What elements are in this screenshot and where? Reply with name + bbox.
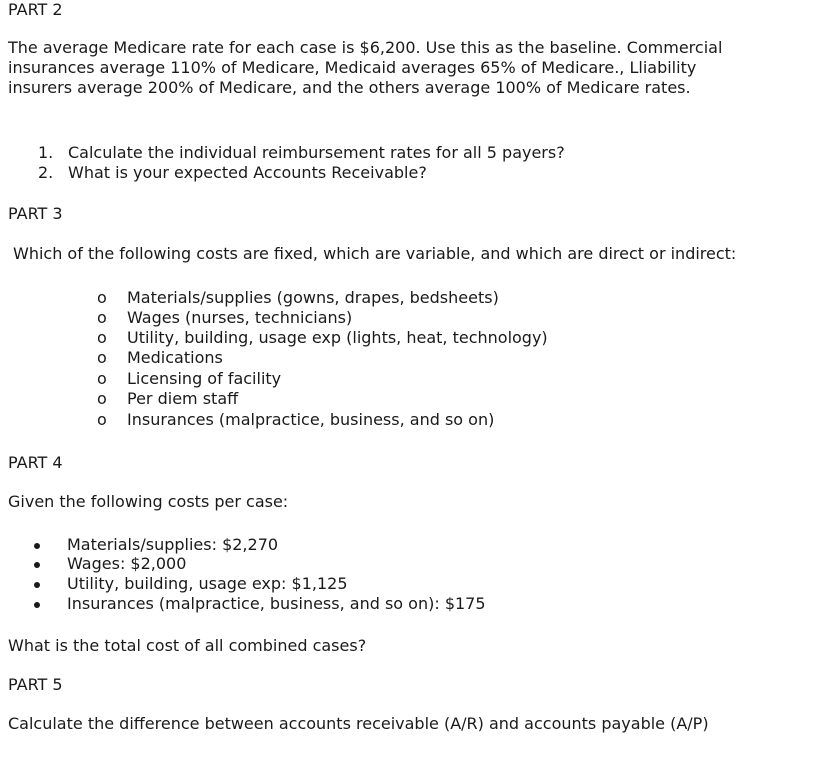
list-item: Insurances (malpractice, business, and so on) bbox=[127, 410, 495, 429]
part2-paragraph-line-3: insurers average 200% of Medicare, and the others average 100% of Medicare rates. bbox=[8, 78, 691, 97]
bullet-dot-icon bbox=[34, 535, 40, 555]
question-text: Calculate the individual reimbursement rates for all 5 payers? bbox=[68, 143, 565, 162]
list-item: Materials/supplies (gowns, drapes, bedsheets) bbox=[127, 288, 499, 307]
question-text: What is your expected Accounts Receivable? bbox=[68, 163, 427, 182]
part5-prompt: Calculate the difference between accounts receivable (A/R) and accounts payable (A/P) bbox=[8, 714, 709, 733]
list-item: Wages: $2,000 bbox=[67, 554, 187, 573]
list-item: Materials/supplies: $2,270 bbox=[67, 535, 279, 554]
list-bullet: o bbox=[97, 389, 107, 408]
list-bullet: o bbox=[97, 328, 107, 347]
list-item: Medications bbox=[127, 348, 223, 367]
part4-heading: PART 4 bbox=[8, 453, 63, 472]
part4-question: What is the total cost of all combined cases? bbox=[8, 636, 367, 655]
question-number: 1. bbox=[38, 143, 54, 162]
part2-question-2 bbox=[38, 163, 427, 183]
list-bullet: o bbox=[97, 308, 107, 327]
part3-prompt: Which of the following costs are fixed, which are variable, and which are direct or indirect: bbox=[13, 244, 737, 263]
list-item: Per diem staff bbox=[127, 389, 239, 408]
question-number: 2. bbox=[38, 163, 54, 182]
list-bullet: o bbox=[97, 410, 107, 429]
part5-heading: PART 5 bbox=[8, 675, 63, 694]
list-item: Wages (nurses, technicians) bbox=[127, 308, 353, 327]
list-item: Utility, building, usage exp (lights, heat, technology) bbox=[127, 328, 548, 347]
bullet-dot-icon bbox=[34, 594, 40, 614]
part2-paragraph-line-2: insurances average 110% of Medicare, Medicaid averages 65% of Medicare., Lliability bbox=[8, 58, 697, 77]
part4-prompt: Given the following costs per case: bbox=[8, 492, 289, 511]
part3-heading: PART 3 bbox=[8, 204, 63, 223]
list-item: Licensing of facility bbox=[127, 369, 282, 388]
bullet-dot-icon bbox=[34, 554, 40, 574]
part2-question-1 bbox=[38, 143, 565, 163]
part2-heading: PART 2 bbox=[8, 0, 63, 19]
list-bullet: o bbox=[97, 369, 107, 388]
part2-paragraph-line-1: The average Medicare rate for each case is $6,200. Use this as the baseline. Commercial bbox=[8, 38, 723, 57]
bullet-dot-icon bbox=[34, 574, 40, 594]
list-bullet: o bbox=[97, 348, 107, 367]
list-bullet: o bbox=[97, 288, 107, 307]
list-item: Utility, building, usage exp: $1,125 bbox=[67, 574, 348, 593]
list-item: Insurances (malpractice, business, and so on): $175 bbox=[67, 594, 486, 613]
